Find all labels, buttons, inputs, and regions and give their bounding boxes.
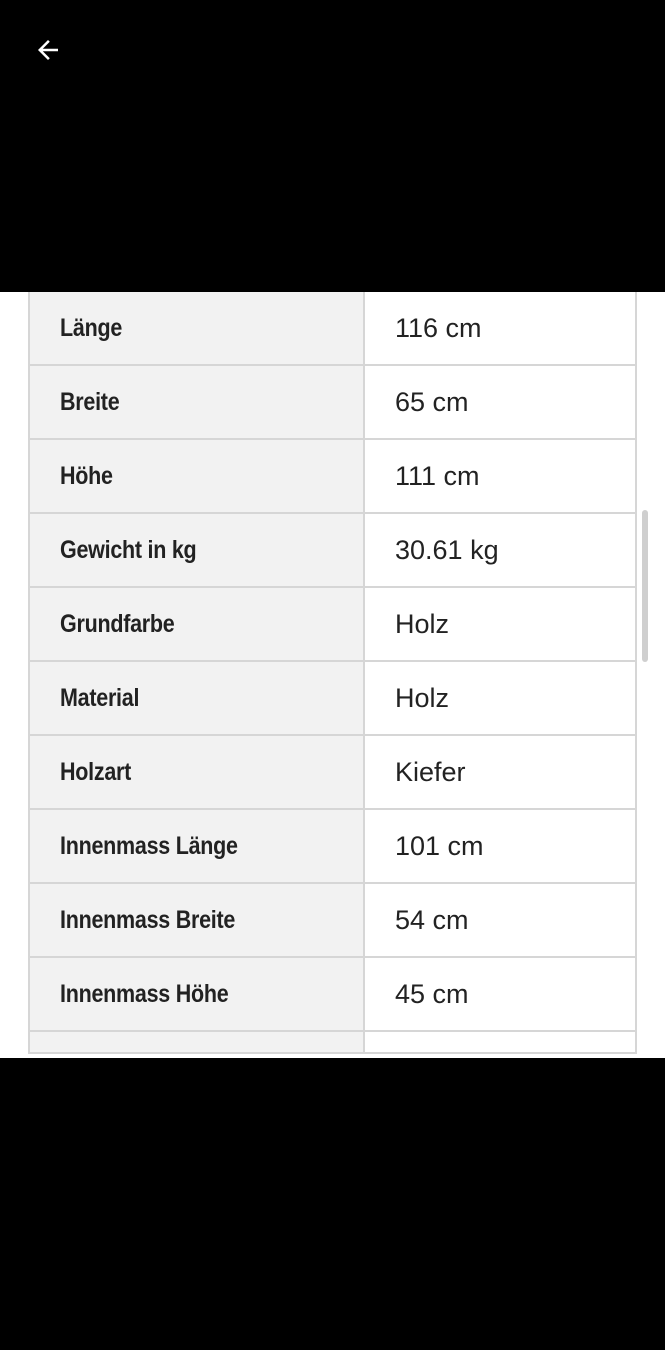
table-row — [29, 365, 636, 439]
table-row — [29, 735, 636, 809]
table-row — [29, 661, 636, 735]
arrow-left-icon — [33, 35, 63, 65]
image-content[interactable] — [0, 292, 665, 1058]
page-scrollbar[interactable] — [642, 510, 648, 662]
spec-label: Innenmass Breite — [29, 883, 364, 957]
spec-value: 116 cm — [364, 292, 636, 365]
table-row — [29, 883, 636, 957]
spec-label: Gewicht in kg — [29, 513, 364, 587]
table-row — [29, 587, 636, 661]
spec-label: Innenmass Länge — [29, 809, 364, 883]
spec-label: Holzart — [29, 735, 364, 809]
spec-label — [29, 1031, 364, 1053]
table-row — [29, 809, 636, 883]
table-row — [29, 292, 636, 365]
table-row-partial — [29, 1031, 636, 1053]
viewer-bottom-bar — [0, 1058, 665, 1350]
spec-value: 54 cm — [364, 883, 636, 957]
spec-value: 30.61 kg — [364, 513, 636, 587]
spec-label: Material — [29, 661, 364, 735]
spec-value: Holz — [364, 661, 636, 735]
spec-value: 101 cm — [364, 809, 636, 883]
spec-label: Innenmass Höhe — [29, 957, 364, 1031]
spec-value: Holz — [364, 587, 636, 661]
table-row — [29, 957, 636, 1031]
spec-label: Breite — [29, 365, 364, 439]
viewer-top-bar — [0, 0, 665, 292]
spec-label: Höhe — [29, 439, 364, 513]
spec-value — [364, 1031, 636, 1053]
spec-value: 65 cm — [364, 365, 636, 439]
spec-table — [28, 292, 637, 1054]
table-row — [29, 439, 636, 513]
spec-label: Länge — [29, 292, 364, 365]
table-row — [29, 513, 636, 587]
spec-value: 111 cm — [364, 439, 636, 513]
spec-label: Grundfarbe — [29, 587, 364, 661]
back-button[interactable] — [24, 28, 72, 72]
spec-value: 45 cm — [364, 957, 636, 1031]
spec-value: Kiefer — [364, 735, 636, 809]
